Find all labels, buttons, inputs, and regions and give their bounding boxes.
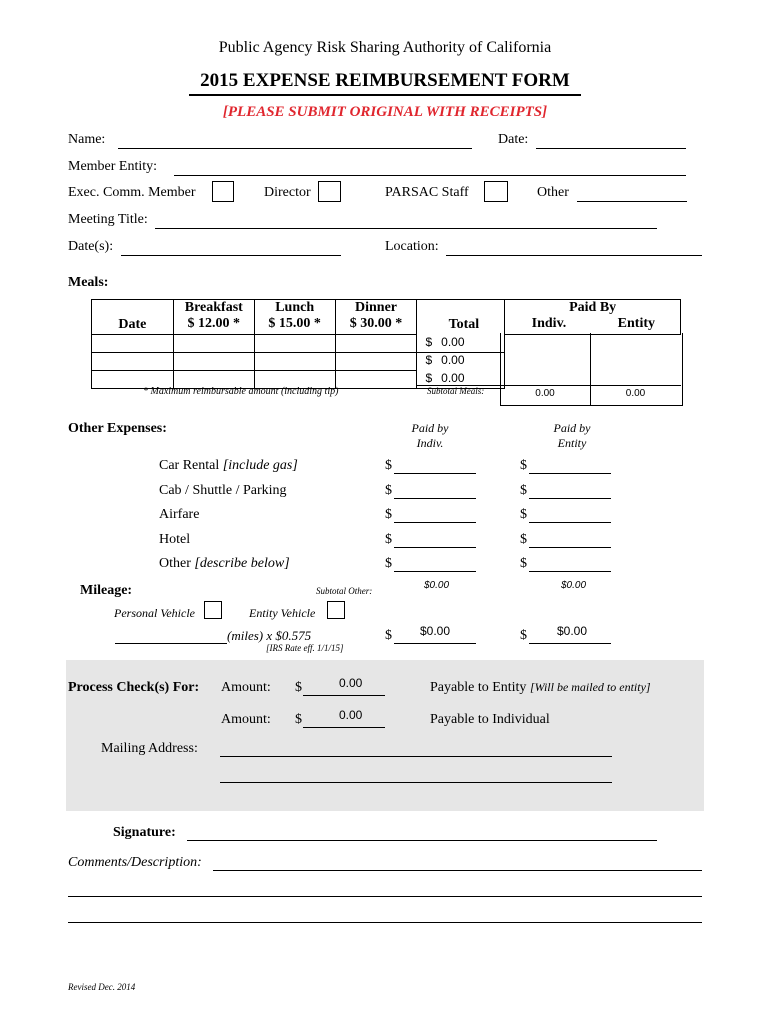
comments-line-1[interactable] [213,870,702,871]
amount-entity-value[interactable]: 0.00 [339,676,363,690]
expense-indiv-input[interactable] [394,571,476,572]
meal-dinner-cell[interactable] [335,371,417,389]
col-indiv-header: Indiv. [531,316,567,331]
expense-entity-currency: $ [520,458,527,473]
expense-label: Cab / Shuttle / Parking [159,483,287,498]
director-label: Director [264,185,311,200]
mailing-address-line-1[interactable] [220,756,612,757]
expense-label: Other [describe below] [159,556,290,571]
amount-entity-label: Amount: [221,680,271,695]
submit-notice: [PLEASE SUBMIT ORIGINAL WITH RECEIPTS] [222,104,548,120]
meal-lunch-cell[interactable] [254,353,335,371]
org-name: Public Agency Risk Sharing Authority of California [218,39,552,56]
expense-entity-currency: $ [520,483,527,498]
title-underline [189,94,581,96]
meal-total-cell: $ 0.00 [417,335,505,353]
subtotal-meals-indiv: 0.00 [535,388,555,399]
expense-entity-input[interactable] [529,571,611,572]
meal-dinner-cell[interactable] [335,335,417,353]
payable-entity-note: [Will be mailed to entity] [529,680,651,694]
col-entity-header: Entity [617,316,655,331]
expense-indiv-input[interactable] [394,522,476,523]
paid-by-entity-header-2: Entity [557,436,587,450]
revised-date: Revised Dec. 2014 [68,982,136,992]
personal-vehicle-label: Personal Vehicle [114,606,195,620]
expense-entity-input[interactable] [529,473,611,474]
mileage-label: Mileage: [80,583,133,598]
expense-indiv-currency: $ [385,556,392,571]
paid-by-indiv-header-2: Indiv. [416,436,444,450]
date-label: Date: [498,132,529,147]
col-date-header: Date [92,300,174,335]
meal-date-cell[interactable] [92,353,174,371]
subtotal-other-label: Subtotal Other: [316,586,373,596]
comments-label: Comments/Description: [68,855,202,870]
parsac-staff-label: PARSAC Staff [385,185,469,200]
meal-total-cell: $ 0.00 [417,353,505,371]
col-paid-by-header: Paid By Indiv. Entity [505,300,681,335]
paid-by-subtotal-line [500,385,681,386]
name-input[interactable] [118,148,472,149]
signature-line[interactable] [187,840,657,841]
expense-indiv-currency: $ [385,507,392,522]
expense-indiv-currency: $ [385,483,392,498]
subtotal-other-indiv: $0.00 [424,580,450,591]
payable-entity-label: Payable to Entity [Will be mailed to entity] [430,680,651,695]
amount-indiv-label: Amount: [221,712,271,727]
entity-vehicle-checkbox[interactable] [327,601,345,619]
mileage-entity-line [529,643,611,644]
amount-indiv-line [303,727,385,728]
subtotal-meals-entity: 0.00 [625,388,646,399]
entity-vehicle-label: Entity Vehicle [249,606,316,620]
date-input[interactable] [536,148,686,149]
meal-lunch-cell[interactable] [254,335,335,353]
mailing-address-line-2[interactable] [220,782,612,783]
paid-by-entity-header: Paid by [553,421,591,435]
col-breakfast-header: Breakfast $ 12.00 * [173,300,254,335]
meal-date-cell[interactable] [92,335,174,353]
subtotal-meals-label: Subtotal Meals: [427,386,485,396]
expense-label: Car Rental [include gas] [159,458,298,473]
mileage-entity-amount[interactable]: $0.00 [557,624,588,638]
parsac-staff-checkbox[interactable] [484,181,508,202]
paid-by-indiv-header: Paid by [411,421,449,435]
mileage-indiv-line [394,643,476,644]
dates-label: Date(s): [68,239,114,254]
director-checkbox[interactable] [318,181,341,202]
comments-line-3[interactable] [68,922,702,923]
expense-indiv-input[interactable] [394,547,476,548]
meals-footnote: * Maximum reimbursable amount (including tip) [143,386,339,397]
meeting-title-input[interactable] [155,228,657,229]
meal-breakfast-cell[interactable] [173,335,254,353]
expense-indiv-currency: $ [385,458,392,473]
mailing-address-label: Mailing Address: [101,741,198,756]
expense-entity-currency: $ [520,507,527,522]
subtotal-other-entity: $0.00 [561,580,587,591]
comments-line-2[interactable] [68,896,702,897]
form-title: 2015 EXPENSE REIMBURSEMENT FORM [200,70,570,91]
expense-entity-currency: $ [520,532,527,547]
expense-indiv-input[interactable] [394,473,476,474]
mileage-indiv-currency: $ [385,628,392,643]
col-lunch-header: Lunch $ 15.00 * [254,300,335,335]
expense-note: [describe below] [194,556,290,571]
member-entity-label: Member Entity: [68,159,158,174]
amount-entity-currency: $ [295,680,302,695]
mileage-entity-currency: $ [520,628,527,643]
expense-entity-input[interactable] [529,547,611,548]
location-input[interactable] [446,255,702,256]
name-label: Name: [68,132,106,147]
exec-comm-label: Exec. Comm. Member [68,185,196,200]
process-checks-label: Process Check(s) For: [68,680,200,695]
expense-entity-input[interactable] [529,522,611,523]
expense-indiv-currency: $ [385,532,392,547]
meals-section-label: Meals: [68,275,109,290]
expense-note: [include gas] [222,458,298,473]
location-label: Location: [385,239,439,254]
other-role-input[interactable] [577,201,687,202]
expense-indiv-input[interactable] [394,498,476,499]
irs-rate-note: [IRS Rate eff. 1/1/15] [266,643,344,653]
exec-comm-checkbox[interactable] [212,181,234,202]
expense-entity-input[interactable] [529,498,611,499]
meeting-title-label: Meeting Title: [68,212,148,227]
col-dinner-header: Dinner $ 30.00 * [335,300,417,335]
amount-entity-line [303,695,385,696]
amount-indiv-currency: $ [295,712,302,727]
member-entity-input[interactable] [174,175,686,176]
expense-label: Airfare [159,507,200,522]
meal-total-cell: $ 0.00 [417,371,505,389]
personal-vehicle-checkbox[interactable] [204,601,222,619]
miles-input[interactable] [115,643,227,644]
col-total-header: Total [417,300,505,335]
expense-entity-currency: $ [520,556,527,571]
signature-label: Signature: [113,825,176,840]
dates-input[interactable] [121,255,341,256]
meal-breakfast-cell[interactable] [173,353,254,371]
meal-dinner-cell[interactable] [335,353,417,371]
miles-rate-text: (miles) x $0.575 [227,628,312,643]
mileage-indiv-amount[interactable]: $0.00 [420,624,451,638]
amount-indiv-value[interactable]: 0.00 [339,708,363,722]
payable-indiv-label: Payable to Individual [430,712,550,727]
other-role-label: Other [537,185,569,200]
expense-label: Hotel [159,532,191,547]
other-expenses-label: Other Expenses: [68,421,167,436]
